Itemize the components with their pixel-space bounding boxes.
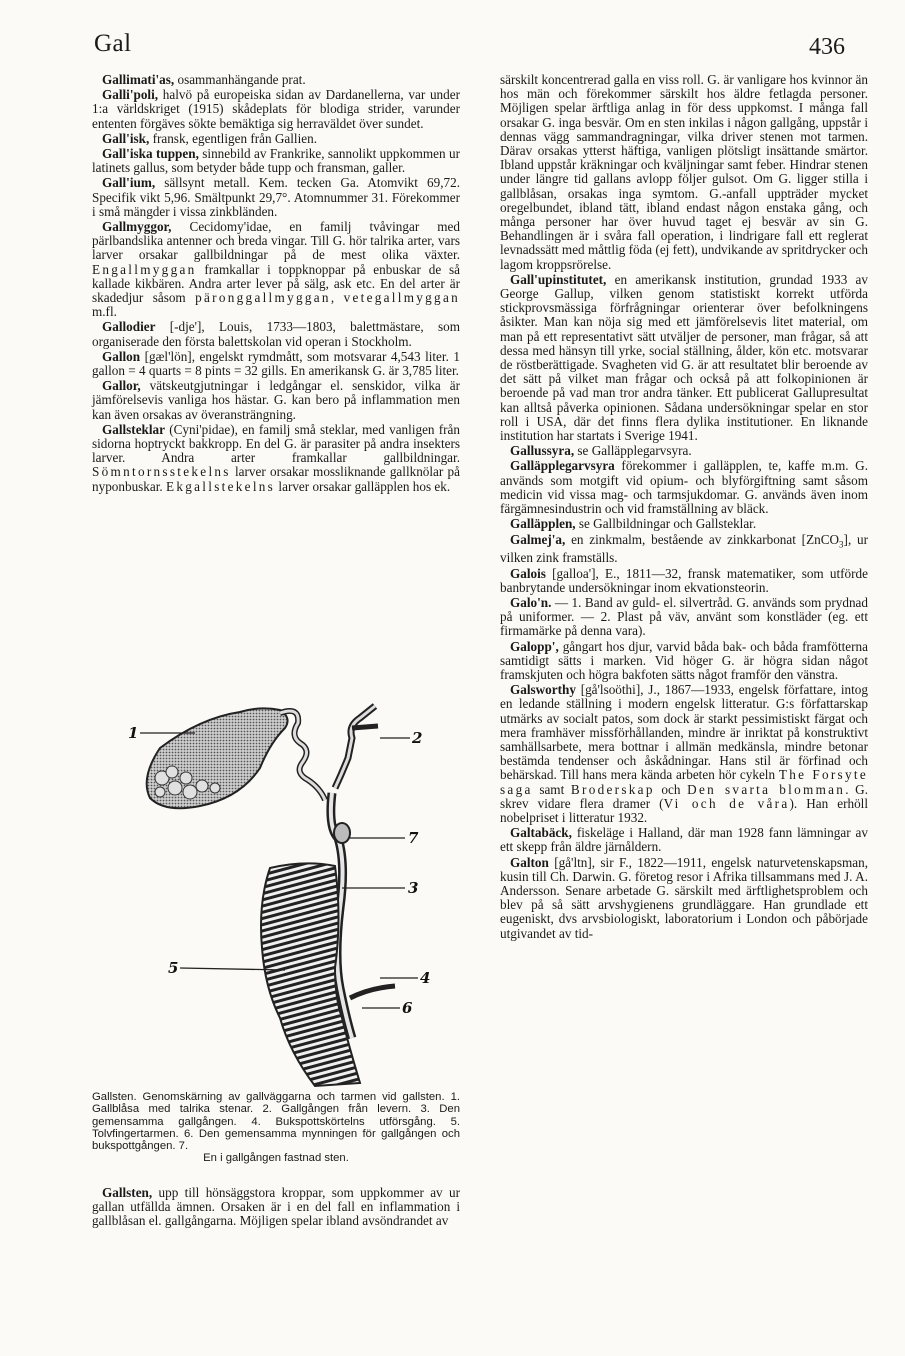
entry-galton: Galton [gå'ltn], sir F., 1822—1911, engelsk naturvetenskapsman, kusin till Ch. Darwin. G. företog resor i Afrika tillsammans med J. A. Andersson. Senare arbetade G. särskilt med ärftlighetsproblem och blev på så sätt arvshygienens grundläggare. Han grundlade ett eugeniskt, dvs arvsbiologiskt, laboratorium i London och påbörjade utgivandet av tid- [500, 854, 868, 941]
entry-gallimatias: Gallimati'as, osammanhängande prat. [102, 72, 306, 87]
figure-caption: Gallsten. Genomskärning av gallväggarna och tarmen vid gallsten. 1. Gallblåsa med talrika stenar. 2. Gallgången från levern. 3. Den gemensamma gallgången. 4. Bukspottskörtelns utförsgång. 5. Tolvfingertarmen. 6. Den gemensamma mynningen för gallgången och bukspottgången. 7. En i gallgången fastnad sten. [92, 1091, 460, 1165]
headword: Gallor, [102, 378, 141, 394]
headword: Galläpplen, [510, 516, 576, 532]
gallbladder-shape [147, 708, 288, 808]
headword: Gallon [102, 348, 141, 364]
headword: Gallsteklar [102, 421, 166, 437]
headword: Gallodier [102, 319, 156, 335]
entry-gallussyra: Gallussyra, se Galläpplegarvsyra. [510, 443, 692, 459]
entry-galsworthy: Galsworthy [gå'lsoöthi], J., 1867—1933, engelsk författare, intog en ledande ställning i modern engelsk litteratur. G:s författarskap utmärks av socialt patos, som dock är starkt pessimistiskt färgat och mera framhäver missförhållanden, mindre är inriktat på konstruktivt samhällsarbete, mera bottnar i allmän medkänsla, mindre betonar bestämda tendenser och åskådningar. Hans stil är förfinad och behärskad. Till hans mera kända arbeten hör cykeln The Forsyte saga samt Broderskap och Den svarta blomman. G. skrev vidare flera dramer (Vi och de våra). Han erhöll nobelpriset i litteratur 1932. [500, 682, 868, 825]
entry-galopp: Galopp', gångart hos djur, varvid båda bak- och båda framfötterna samtidigt sätts i marken. Vid höger G. är högra sidan något framskjuten och högra bakfoten sätts något framför den vänstra. [500, 638, 868, 682]
headword: Gallmyggor, [102, 219, 172, 235]
entry-gallium: Gall'ium, sällsynt metall. Kem. tecken Ga. Atomvikt 69,72. Specifik vikt 5,96. Smältpunkt 29,7°. Atomnummer 31. Förekommer i små mängder i vissa zinkbländen. [92, 175, 460, 219]
headword: Gall'iska tuppen, [102, 146, 199, 162]
entry-gallsten-continued: särskilt koncentrerad galla en viss roll. G. är vanligare hos kvinnor än hos män och förekommer särskilt hos äldre fetlagda personer. Möjligen spelar ärftliga anlag in för dess uppkomst. I många fall orsakar G. inga besvär. Om en sten inkilas i någon gallgång, uppstår i dennas vägg sammandragningar, vilka driver stenen mot tarmen. Därav orsakas ytterst häftiga, vanligen plötsligt insättande smärtor. Ibland uppstår kräkningar och kväljningar samt feber. Hindrar stenen under längre tid gallans avlopp följer gulsot. Om G. ligger stilla i gallblåsan, orsakas inga symtom. G.-anfall uppträder mycket oregelbundet, ibland tätt, ibland endast någon enstaka gång, och många personer har över huvud taget ej besvär av sin G. Behandlingen är i svåra fall operation, i lindrigare fall ett reglerat levnadssätt med måttlig föda (ej fett), undvikande av spritdrycker och lagom kroppsrörelse. [500, 72, 868, 272]
page-number: 436 [809, 34, 845, 60]
headword: Galois [510, 565, 546, 581]
entry-gallon: Gallon [gæl'lön], engelskt rymdmått, som motsvarar 4,543 liter. 1 gallon = 4 quarts = 8 pints = 32 gills. En amerikansk G. är 3,785 liter. [92, 348, 460, 379]
headword: Galsworthy [510, 682, 576, 698]
headword: Galo'n. [510, 594, 552, 610]
headword: Galtabäck, [510, 825, 572, 841]
entry-gallor: Gallor, vätskeutgjutningar i ledgångar el. senskidor, vilka är jämförelsevis vanliga hos hästar. G. kan bero på inflammation men kan även orsakas av överansträngning. [92, 378, 460, 422]
entry-gallisk: Gall'isk, fransk, egentligen från Gallien. [102, 130, 317, 146]
lodged-stone [334, 823, 350, 843]
right-column [500, 73, 868, 942]
fig-label-3: 3 [408, 879, 419, 897]
entry-gallapplen: Galläpplen, se Gallbildningar och Gallsteklar. [510, 516, 757, 532]
entry-gallupinstitutet: Gall'upinstitutet, en amerikansk institution, grundad 1933 av George Gallup, vilken genom statistiskt korrekt utförda stickprovsmässiga förfrågningar orienterar över befolkningens åsikter. Man kan nöja sig med ett jämförelsevis litet material, om man på ett representativt sätt utväljer de personer, man frågar, så att dessa med hänsyn till yrke, social ställning, ålder, kön etc. motsvarar de röstberättigade. Svagheten vid G. är att resultatet blir beroende av det sätt på vilket man frågar och också på att folkopinionen är beroende på vad man tror andra tänker. Ett publicerat Gallupresultat kan alltså påverka opinionen. Sådana undersökningar spelar en stor roll i USA, där det finns flera dylika institutioner. En liknande institution har startats i Sverige 1941. [500, 271, 868, 444]
left-column-bottom [92, 1186, 460, 1230]
pancreatic-duct [350, 986, 395, 998]
headword: Galläpplegarvsyra [510, 458, 615, 474]
headword: Galton [510, 854, 549, 870]
gallstone-illustration [120, 688, 450, 1088]
fig-label-6: 6 [402, 999, 413, 1017]
headword: Galli'poli, [102, 87, 159, 103]
entry-galon: Galo'n. — 1. Band av guld- el. silvertråd. G. används som prydnad på uniformer. — 2. Plast på väv, använt som konstläder (eg. ett firmamärke på denna vara). [500, 594, 868, 639]
headword: Gall'ium, [102, 175, 156, 191]
fig-label-1: 1 [128, 724, 139, 742]
entry-gallsten: Gallsten, upp till hönsäggstora kroppar, som uppkommer av ur gallan utfällda ämnen. Orsaken är i en del fall en inflammation i gallblåsan el. gallgångarna. Möjligen spelar ibland avsöndrandet av [92, 1185, 460, 1229]
entry-galliska-tuppen: Gall'iska tuppen, sinnebild av Frankrike, sannolikt uppkommen ur latinets gallus, som betyder både tupp och fransman, galler. [92, 146, 460, 176]
entry-gallipoli: Galli'poli, halvö på europeiska sidan av Dardanellerna, var under 1:a världskriget (1915) skådeplats för blodiga strider, varunder ententen förgäves sökte bemäktiga sig herraväldet över sundet. [92, 87, 460, 131]
entry-galois: Galois [galloa'], E., 1811—32, fransk matematiker, som utförde banbrytande undersökningar inom ekvationsteorin. [500, 565, 868, 595]
left-column [92, 73, 460, 495]
headword: Galopp', [510, 638, 559, 654]
fig-label-4: 4 [420, 969, 431, 987]
headword: Gall'isk, [102, 130, 150, 146]
entry-galmeja: Galmej'a, en zinkmalm, bestående av zinkkarbonat [ZnCO$_3$], ur vilken zink framställs. [500, 531, 868, 566]
entry-galtabäck: Galtabäck, fiskeläge i Halland, där man 1928 fann lämningar av ett skepp från äldre järnåldern. [500, 825, 868, 855]
headword: Gall'upinstitutet, [510, 271, 607, 287]
entry-gallmyggor: Gallmyggor, Cecidomy'idae, en familj tvåvingar med pärlbandslika antenner och breda vingar. Till G. hör talrika arter, vars larver orsakar gallbildningar på de mest olika växter. Engallmyggan framkallar i toppknoppar på enbuskar de så kallade kikbären. Andra arter lever på sälg, ask etc. En del arter är skadedjur såsom päronggallmyggan, vetegallmyggan m.fl. [92, 219, 460, 320]
fig-label-5: 5 [168, 959, 179, 977]
entry-gallsteklar: Gallsteklar (Cyni'pidae), en familj små steklar, med vanligen från sidorna hoptryckt bakkropp. En del G. är parasiter på andra insekters larver. Andra arter framkallar gallbildningar. Sömntornsstekelns larver orsakar mossliknande gallknölar på nyponbuskar. Ekgallstekelns larver orsakar galläpplen hos ek. [92, 421, 460, 494]
entry-gallapplegarvsyra: Galläpplegarvsyra förekommer i galläpplen, te, kaffe m.m. G. används som motgift vid opium- och blyförgiftning samt såsom medicin vid vissa mag- och tarmsjukdomar. G. används även inom färgämnesindustrin och vid framställning av bläck. [500, 458, 868, 517]
fig-label-7: 7 [408, 829, 419, 847]
headword: Galmej'a, [510, 531, 566, 547]
running-head: Gal [94, 30, 132, 57]
headword: Gallsten, [102, 1185, 153, 1200]
entry-gallodier: Gallodier [-dje'], Louis, 1733—1803, balettmästare, som organiserade den första balettskolan vid operan i Stockholm. [92, 319, 460, 349]
headword: Gallimati'as, [102, 72, 175, 87]
headword: Gallussyra, [510, 443, 575, 459]
fig-label-2: 2 [412, 729, 423, 747]
